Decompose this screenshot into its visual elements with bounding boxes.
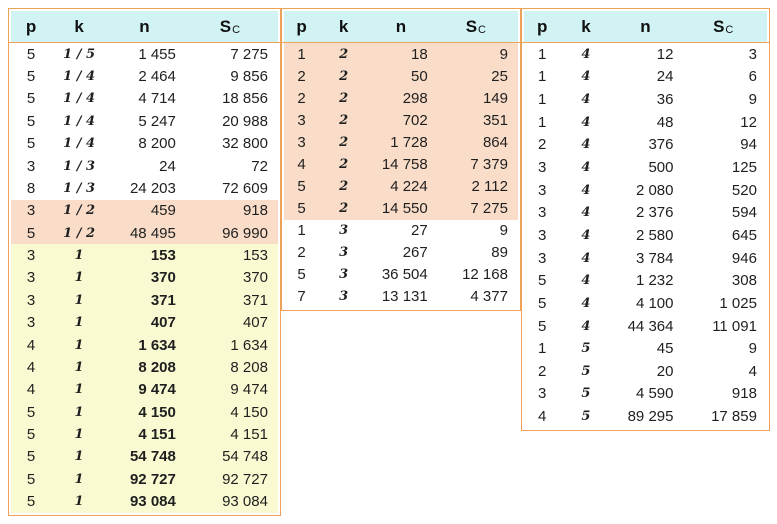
cell-s: 93 084: [222, 493, 268, 511]
cell-n: 1 728: [390, 133, 428, 151]
cell-k: 1 / 2: [63, 225, 96, 241]
cell-k: 1: [74, 427, 84, 443]
cell-s: 12 168: [462, 266, 508, 284]
cell-k: 4: [581, 295, 591, 311]
table-row: [11, 289, 278, 311]
cell-k: 2: [339, 201, 349, 217]
cell-n: 54 748: [129, 448, 176, 466]
cell-n: 50: [411, 67, 428, 85]
cell-n: 12: [656, 45, 674, 63]
header-sc-sub: C: [478, 23, 486, 36]
cell-n: 20: [656, 362, 674, 380]
cell-p: 4: [26, 358, 36, 376]
cell-n: 13 131: [381, 288, 428, 306]
table-row: [284, 198, 518, 220]
table-row: [524, 134, 767, 157]
cell-n: 153: [150, 247, 176, 265]
cell-s: 96 990: [222, 224, 268, 242]
cell-p: 3: [26, 269, 36, 287]
cell-p: 5: [26, 426, 36, 444]
cell-p: 3: [26, 314, 36, 332]
cell-k: 1: [74, 359, 84, 375]
cell-s: 89: [491, 244, 508, 262]
cell-k: 1: [74, 449, 84, 465]
cell-k: 1 / 4: [63, 69, 96, 85]
cell-s: 2 112: [471, 178, 508, 195]
cell-n: 702: [402, 111, 428, 129]
table-row: [524, 360, 767, 383]
cell-n: 3 784: [635, 249, 674, 267]
table-row: [11, 267, 278, 289]
cell-p: 2: [538, 136, 547, 154]
cell-p: 3: [538, 249, 547, 267]
cell-s: 72 609: [222, 179, 268, 197]
cell-n: 2 580: [635, 226, 674, 244]
table-row: [284, 175, 518, 197]
table-row: [284, 87, 518, 109]
cell-p: 3: [538, 181, 547, 199]
cell-n: 14 758: [381, 155, 428, 173]
cell-p: 4: [26, 381, 36, 399]
table-row: [11, 133, 278, 155]
cell-s: 370: [242, 269, 268, 287]
cell-s: 9: [499, 45, 508, 63]
cell-k: 1: [74, 270, 84, 286]
cell-p: 8: [26, 179, 36, 197]
cell-p: 2: [297, 67, 306, 85]
cell-p: 5: [26, 90, 36, 108]
cell-n: 24 203: [129, 179, 176, 197]
results-table-2: [281, 8, 521, 311]
header-p: p: [25, 16, 37, 36]
cell-k: 4: [581, 250, 591, 266]
cell-k: 1 / 5: [63, 46, 96, 62]
cell-n: 1 232: [635, 272, 674, 290]
table-row: [524, 224, 767, 247]
table-row: [524, 201, 767, 224]
table-row: [284, 286, 518, 308]
cell-s: 4 151: [230, 426, 268, 444]
cell-k: 4: [581, 114, 591, 130]
cell-n: 48 495: [129, 224, 176, 242]
header-sc-base: S: [713, 16, 725, 36]
cell-p: 2: [297, 244, 306, 262]
cell-s: 25: [491, 67, 508, 85]
header-sc-base: S: [219, 16, 232, 36]
cell-s: 7 379: [470, 155, 508, 173]
table-row: [11, 356, 278, 378]
table-row: [11, 43, 278, 65]
cell-p: 4: [297, 155, 306, 173]
cell-p: 7: [297, 288, 306, 306]
cell-s: 9: [748, 340, 757, 358]
cell-n: 1 634: [138, 336, 176, 354]
table-row: [284, 43, 518, 65]
cell-k: 5: [581, 386, 591, 402]
cell-s: 4 150: [230, 403, 268, 421]
table-row: [524, 292, 767, 315]
cell-s: 20 988: [222, 112, 268, 130]
table-row: [524, 111, 767, 134]
cell-s: 153: [242, 247, 268, 265]
cell-p: 1: [538, 91, 547, 109]
cell-n: 376: [648, 136, 674, 154]
cell-n: 24: [159, 157, 176, 175]
header-k: k: [74, 16, 84, 36]
cell-s: 3: [748, 45, 757, 63]
table-body: [524, 43, 767, 428]
table-row: [11, 379, 278, 401]
table-header: [524, 11, 767, 42]
cell-p: 3: [26, 291, 36, 309]
table-row: [284, 220, 518, 242]
cell-p: 5: [26, 493, 36, 511]
cell-p: 3: [297, 111, 306, 129]
cell-n: 4 590: [635, 385, 674, 403]
cell-n: 4 151: [138, 426, 176, 444]
cell-n: 500: [648, 159, 674, 177]
cell-s: 1 634: [230, 336, 268, 354]
cell-s: 7 275: [470, 200, 508, 218]
cell-p: 3: [26, 202, 36, 220]
table-row: [284, 242, 518, 264]
cell-s: 9: [499, 222, 508, 240]
header-n: n: [640, 16, 651, 36]
cell-s: 72: [251, 157, 268, 175]
cell-n: 93 084: [129, 493, 176, 511]
cell-p: 1: [538, 340, 547, 358]
table-row: [11, 446, 278, 468]
cell-n: 1 455: [138, 45, 176, 63]
cell-p: 3: [538, 159, 547, 177]
header-p: p: [537, 16, 548, 36]
cell-p: 4: [538, 408, 547, 426]
table-row: [11, 65, 278, 87]
cell-s: 32 800: [222, 135, 268, 153]
cell-p: 2: [538, 362, 547, 380]
cell-n: 4 100: [635, 294, 674, 312]
table-row: [524, 247, 767, 270]
cell-p: 3: [538, 385, 547, 403]
header-sc: [434, 11, 518, 42]
cell-p: 3: [297, 133, 306, 151]
cell-n: 44 364: [627, 317, 674, 335]
cell-k: 5: [581, 363, 591, 379]
cell-s: 351: [482, 111, 508, 129]
table-header: [11, 11, 278, 42]
table-row: [11, 155, 278, 177]
cell-k: 1: [74, 494, 84, 510]
table-row: [11, 200, 278, 222]
cell-p: 1: [538, 68, 547, 86]
cell-p: 1: [297, 45, 306, 63]
cell-n: 14 550: [381, 200, 428, 218]
cell-s: 308: [731, 272, 757, 290]
cell-n: 48: [656, 113, 674, 131]
table-row: [284, 65, 518, 87]
cell-p: 5: [26, 135, 36, 153]
table-header: [284, 11, 518, 42]
cell-k: 4: [581, 92, 591, 108]
cell-p: 5: [26, 68, 36, 86]
cell-n: 36: [656, 91, 674, 109]
cell-k: 2: [339, 179, 349, 194]
cell-s: 18 856: [222, 90, 268, 108]
cell-s: 918: [731, 385, 757, 403]
cell-s: 4: [748, 362, 757, 380]
cell-n: 2 376: [635, 204, 674, 222]
cell-s: 17 859: [711, 408, 757, 426]
cell-n: 36 504: [381, 266, 428, 284]
table-row: [524, 88, 767, 111]
table-row: [284, 131, 518, 153]
cell-p: 5: [26, 112, 36, 130]
cell-s: 864: [482, 133, 508, 151]
table-row: [524, 405, 767, 428]
cell-n: 2 080: [635, 181, 674, 199]
cell-p: 5: [26, 403, 36, 421]
table-row: [11, 468, 278, 490]
cell-k: 1 / 4: [63, 136, 96, 152]
cell-s: 9: [748, 91, 757, 109]
table-row: [524, 179, 767, 202]
cell-k: 4: [581, 160, 591, 176]
header-sc: [679, 11, 766, 42]
cell-p: 5: [538, 272, 547, 290]
cell-n: 459: [150, 202, 176, 220]
cell-k: 1: [74, 337, 84, 353]
header-k: k: [338, 16, 349, 36]
table-row: [11, 110, 278, 132]
cell-k: 1 / 4: [63, 113, 96, 129]
header-n: n: [395, 16, 407, 36]
cell-n: 8 208: [138, 358, 176, 376]
cell-k: 2: [339, 134, 349, 150]
cell-p: 3: [538, 204, 547, 222]
header-p: p: [296, 16, 307, 36]
table-row: [284, 109, 518, 131]
cell-s: 4 377: [470, 288, 508, 306]
cell-s: 94: [740, 136, 757, 154]
cell-p: 5: [26, 470, 36, 488]
cell-s: 7 275: [230, 45, 268, 63]
cell-k: 4: [581, 137, 591, 153]
cell-s: 594: [731, 204, 757, 222]
table-row: [11, 312, 278, 334]
cell-s: 92 727: [222, 470, 268, 488]
cell-n: 407: [150, 314, 176, 332]
cell-k: 2: [339, 46, 349, 62]
cell-p: 5: [26, 45, 36, 63]
cell-n: 92 727: [129, 470, 176, 488]
results-table-3: [521, 8, 770, 431]
cell-p: 1: [538, 45, 547, 63]
table-row: [524, 66, 767, 89]
cell-n: 9 474: [138, 381, 176, 399]
cell-k: 2: [339, 112, 349, 128]
cell-p: 3: [538, 226, 547, 244]
header-sc-base: S: [465, 16, 478, 36]
cell-k: 4: [581, 205, 591, 221]
cell-p: 3: [26, 247, 36, 265]
table-row: [524, 156, 767, 179]
cell-n: 24: [656, 68, 674, 86]
cell-k: 2: [339, 90, 349, 106]
cell-n: 371: [150, 291, 176, 309]
cell-k: 1: [74, 471, 84, 487]
table-row: [11, 401, 278, 423]
cell-k: 1: [74, 292, 84, 308]
header-sc-sub: C: [725, 23, 734, 36]
cell-k: 4: [581, 273, 591, 289]
cell-n: 8 200: [138, 135, 176, 153]
cell-k: 4: [581, 227, 591, 243]
cell-n: 2 464: [138, 68, 176, 86]
cell-p: 5: [26, 224, 36, 242]
table-row: [284, 153, 518, 175]
cell-n: 27: [411, 222, 428, 240]
header-sc: [182, 11, 278, 42]
cell-s: 645: [731, 226, 757, 244]
cell-k: 1 / 2: [63, 203, 96, 219]
table-row: [11, 177, 278, 199]
cell-k: 3: [339, 289, 349, 305]
cell-n: 5 247: [138, 112, 176, 130]
cell-p: 5: [297, 178, 306, 195]
cell-n: 298: [402, 89, 428, 107]
cell-k: 1: [74, 315, 84, 331]
cell-p: 5: [538, 317, 547, 335]
header-k: k: [581, 16, 591, 36]
cell-n: 18: [411, 45, 428, 63]
table-row: [11, 334, 278, 356]
cell-k: 1: [74, 248, 84, 264]
cell-s: 6: [748, 68, 757, 86]
cell-p: 2: [297, 89, 306, 107]
table-row: [524, 315, 767, 338]
table-row: [11, 423, 278, 445]
cell-s: 11 091: [712, 317, 757, 335]
cell-n: 4 150: [138, 403, 176, 421]
header-n: n: [139, 16, 150, 36]
cell-k: 3: [339, 223, 349, 239]
table-body: [11, 43, 278, 513]
cell-s: 918: [242, 202, 268, 220]
table-row: [11, 222, 278, 244]
cell-p: 4: [26, 336, 36, 354]
cell-s: 12: [740, 113, 757, 131]
cell-n: 370: [150, 269, 176, 287]
cell-p: 5: [297, 200, 306, 218]
cell-s: 125: [731, 159, 757, 177]
cell-k: 4: [581, 318, 591, 334]
table-row: [11, 491, 278, 513]
cell-s: 149: [482, 89, 508, 107]
cell-k: 1 / 4: [63, 91, 96, 107]
table-row: [284, 264, 518, 286]
cell-s: 371: [242, 291, 268, 309]
cell-p: 5: [538, 294, 547, 312]
cell-n: 267: [402, 244, 428, 262]
table-row: [11, 88, 278, 110]
cell-k: 4: [581, 69, 591, 85]
cell-s: 520: [731, 181, 757, 199]
cell-p: 1: [297, 222, 306, 240]
cell-p: 5: [26, 448, 36, 466]
cell-k: 4: [581, 182, 591, 198]
cell-k: 5: [581, 341, 591, 357]
header-sc-sub: C: [232, 23, 241, 36]
table-body: [284, 43, 518, 308]
table-row: [11, 244, 278, 266]
table-row: [524, 337, 767, 360]
table-row: [524, 43, 767, 66]
cell-s: 9 474: [230, 381, 268, 399]
cell-k: 1: [74, 382, 84, 398]
cell-p: 1: [538, 113, 547, 131]
cell-s: 1 025: [719, 294, 757, 312]
cell-p: 5: [297, 266, 306, 284]
cell-p: 3: [26, 157, 36, 175]
cell-k: 1 / 3: [63, 180, 96, 196]
cell-k: 4: [581, 46, 591, 62]
table-row: [524, 269, 767, 292]
table-row: [524, 383, 767, 406]
cell-n: 4 224: [390, 178, 428, 195]
cell-s: 8 208: [230, 358, 268, 376]
cell-s: 946: [731, 249, 757, 267]
results-table-1: [8, 8, 281, 516]
cell-s: 54 748: [222, 448, 268, 466]
cell-s: 9 856: [230, 68, 268, 86]
cell-n: 4 714: [138, 90, 176, 108]
cell-k: 2: [339, 68, 349, 84]
cell-k: 2: [339, 156, 349, 172]
cell-k: 3: [339, 245, 349, 261]
cell-s: 407: [242, 314, 268, 332]
cell-k: 3: [339, 267, 349, 283]
cell-n: 89 295: [627, 408, 674, 426]
cell-k: 5: [581, 409, 591, 425]
cell-k: 1 / 3: [63, 158, 96, 174]
cell-n: 45: [656, 340, 674, 358]
cell-k: 1: [74, 404, 84, 420]
